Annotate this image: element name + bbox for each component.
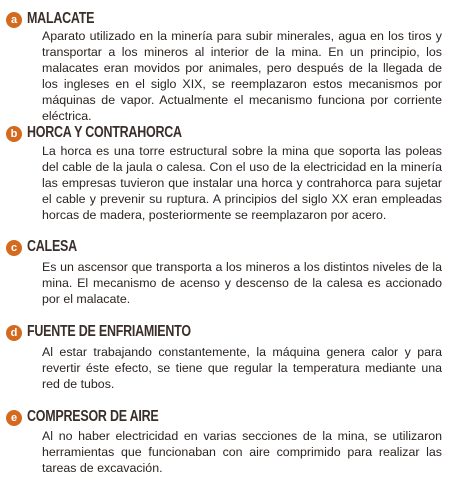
entry-title-malacate: MALACATE [27, 10, 95, 27]
entry-text-fuente: Al estar trabajando constantemente, la máquina genera calor y para revertir éste efecto, se tiene que regular la temperatura mediante una red de tubos. [42, 345, 442, 391]
letter-badge-c: c [6, 240, 22, 256]
entry-text-calesa: Es un ascensor que transporta a los mineros a los distintos niveles de la mina. El mecanismo de acenso y descenso de la calesa es accionado por el malacate. [42, 260, 442, 306]
letter-badge-b: b [6, 126, 22, 142]
entry-title-horca: HORCA Y CONTRAHORCA [27, 124, 182, 141]
letter-badge-d: d [6, 325, 22, 341]
entry-text-compresor: Al no haber electricidad en varias secciones de la mina, se utilizaron herramientas que funcionaban con aire comprimido para realizar las tareas de excavación. [42, 429, 442, 475]
entry-title-calesa: CALESA [27, 238, 77, 255]
entry-title-compresor: COMPRESOR DE AIRE [27, 408, 159, 425]
entry-title-fuente: FUENTE DE ENFRIAMIENTO [27, 323, 191, 340]
entry-text-horca: La horca es una torre estructural sobre la mina que soporta las poleas del cable de la jaula o calesa. Con el uso de la electricidad en la minería las empresas tuvieron que instalar una horca y contrahorca para sujetar el cable y prevenir su ruptura. A principios del siglo XX eran empleadas horcas de madera, posteriormente se reemplazaron por acero. [42, 144, 442, 222]
letter-badge-a: a [6, 12, 22, 28]
letter-badge-e: e [6, 410, 22, 426]
entry-text-malacate: Aparato utilizado en la minería para subir minerales, agua en los tiros y transportar a los mineros al interior de la mina. En un principio, los malacates eran movidos por animales, pero después de la llegada de los ingleses en el siglo XIX, se reemplazaron estos mecanismos por máquinas de vapor. Actualmente el mecanismo funciona por corriente eléctrica. [42, 29, 442, 123]
